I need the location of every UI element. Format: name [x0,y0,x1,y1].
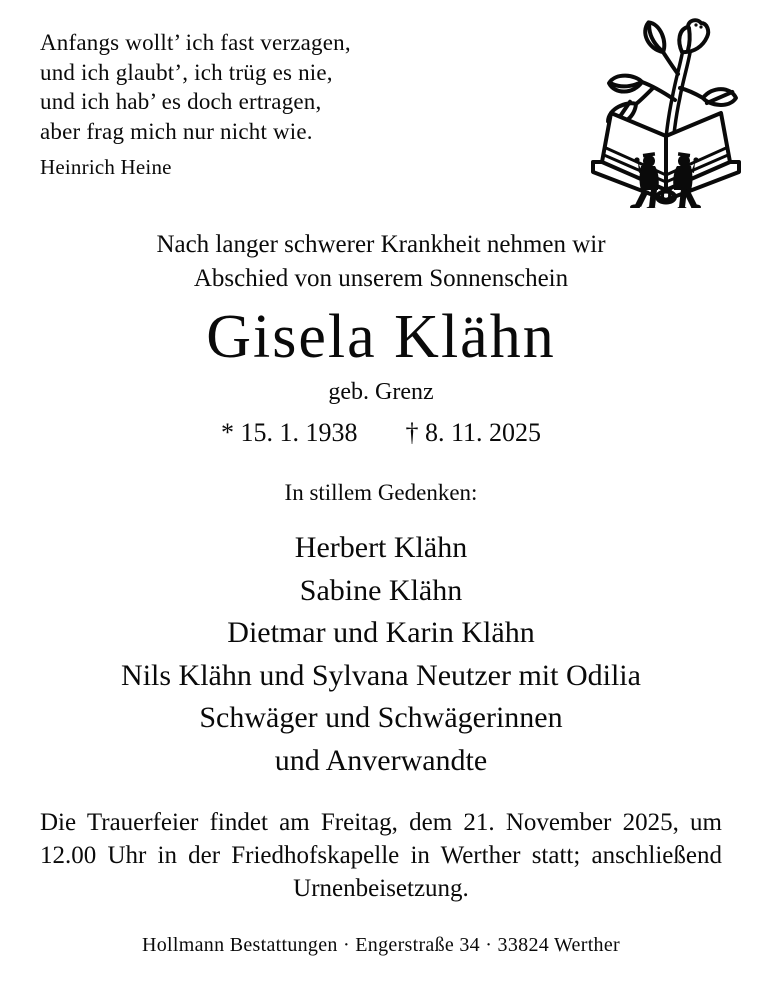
mourner-line: Dietmar und Karin Klähn [227,616,535,649]
mourner-line: Schwäger und Schwägerinnen [199,701,563,734]
intro-line: Nach langer schwerer Krankheit nehmen wir [156,231,606,258]
poem-line: und ich hab’ es doch ertragen, [40,89,322,114]
poem-line: aber frag mich nur nicht wie. [40,118,313,144]
birth-date: * 15. 1. 1938 [220,418,358,447]
poem-block [40,28,351,183]
funeral-info: Die Trauerfeier findet am Freitag, dem 21. November 2025, um 12.00 Uhr in der Friedhofskapelle in Werther statt; anschließend Urnenbeisetzung. [40,809,722,902]
poem-author: Heinrich Heine [40,155,172,179]
mourners-list [0,527,762,782]
poem-line: und ich glaubt’, ich trüg es nie, [40,59,333,85]
deceased-name: Gisela Klähn [206,303,556,371]
death-date: † 8. 11. 2025 [405,418,542,447]
intro-line: Abschied von unserem Sonnenschein [193,265,569,292]
mourner-line: Nils Klähn und Sylvana Neutzer mit Odilia [121,658,641,692]
maiden-name: geb. Grenz [328,379,434,405]
mourner-line: Sabine Klähn [299,573,463,607]
mourner-line: und Anverwandte [274,743,488,777]
book-flower-icon [585,14,748,208]
mourner-line: Herbert Klähn [294,531,468,564]
memorial-heading: In stillem Gedenken: [284,480,478,505]
life-dates [0,418,762,448]
poem-line: Anfangs wollt’ ich fast verzagen, [40,30,351,55]
funeral-home-footer: Hollmann Bestattungen · Engerstraße 34 · 33824 Werther [142,934,620,956]
